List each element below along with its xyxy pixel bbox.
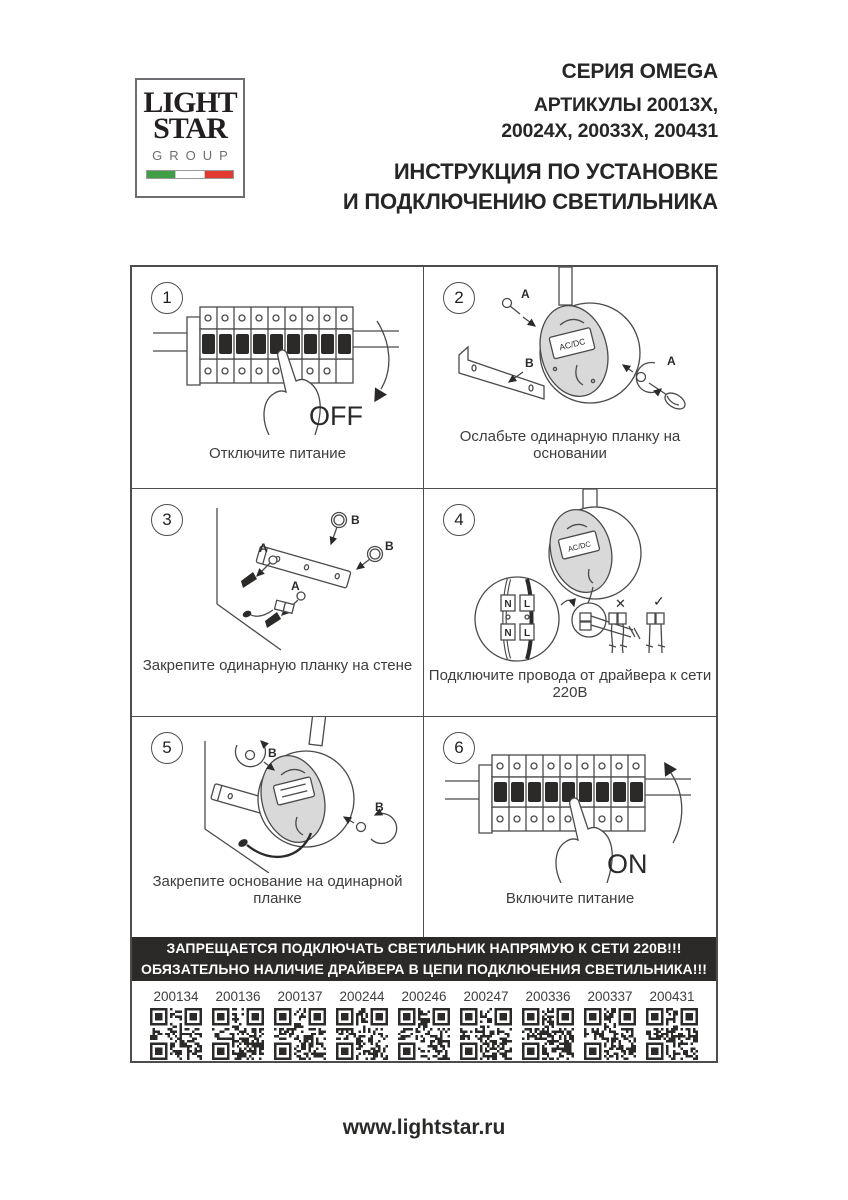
step-6-cell	[424, 717, 716, 937]
qr-article-label: 200137	[277, 989, 323, 1004]
qr-code-row	[132, 981, 716, 1061]
step-1-cell	[132, 267, 424, 489]
website-url: www.lightstar.ru	[342, 1116, 506, 1139]
qr-code-image	[336, 1008, 388, 1060]
document-header	[343, 60, 718, 217]
step-1-number-badge: 1	[151, 282, 183, 314]
qr-article-label: 200244	[339, 989, 385, 1004]
qr-code-image	[522, 1008, 574, 1060]
step-4-number-badge: 4	[443, 504, 475, 536]
qr-article-label: 200336	[525, 989, 571, 1004]
qr-article-label: 200134	[153, 989, 199, 1004]
series-title: СЕРИЯ OMEGA	[561, 60, 718, 83]
step-6-caption: Включите питание	[505, 890, 635, 907]
on-label: ON	[607, 848, 648, 879]
lightstar-logo	[135, 78, 245, 198]
step-4-caption: Подключите провода от драйвера к сети 220В	[428, 667, 712, 701]
qr-article-label: 200247	[463, 989, 509, 1004]
step-5-number-badge: 5	[151, 732, 183, 764]
qr-item	[396, 989, 452, 1065]
terminal-n-label-bottom: N	[504, 628, 512, 639]
qr-item	[644, 989, 700, 1065]
qr-item	[458, 989, 514, 1065]
qr-item	[520, 989, 576, 1065]
driver-label-2: AC/DC	[566, 539, 592, 554]
logo-word-group: GROUP	[152, 147, 235, 163]
warning-line-1: ЗАПРЕЩАЕТСЯ ПОДКЛЮЧАТЬ СВЕТИЛЬНИК НАПРЯМУЮ К СЕТИ 220В!!!	[166, 940, 682, 956]
qr-article-label: 200337	[587, 989, 633, 1004]
step-3-cell	[132, 489, 424, 717]
screwdriver-a-label: A	[667, 353, 676, 368]
breaker-off-drawing	[151, 277, 405, 435]
terminal-l-label-top: L	[523, 599, 531, 610]
flag-white-segment	[175, 171, 205, 178]
fix-base-drawing	[151, 717, 405, 873]
off-label: OFF	[308, 401, 363, 431]
anchor-a-label-2: A	[290, 579, 300, 593]
step-2-cell	[424, 267, 716, 489]
wrong-mark: ✕	[615, 596, 626, 611]
articles-list	[343, 93, 718, 144]
qr-article-label: 200431	[649, 989, 695, 1004]
step-2-number-badge: 2	[443, 282, 475, 314]
step-3-caption: Закрепите одинарную планку на стене	[142, 657, 413, 674]
screw-b-label-3: B	[267, 746, 277, 760]
step-5-caption: Закрепите основание на одинарной планке	[152, 873, 403, 907]
flag-green-segment	[147, 171, 175, 178]
logo-word-star: STAR	[153, 112, 227, 146]
qr-code-image	[150, 1008, 202, 1060]
step-4-cell	[424, 489, 716, 717]
step-5-cell	[132, 717, 424, 937]
instruction-title	[343, 157, 718, 217]
screw-a-label: A	[521, 286, 530, 301]
terminal-n-label-top: N	[504, 599, 512, 610]
screw-b-label-4: B	[374, 800, 384, 814]
driver-label: AC/DC	[558, 335, 587, 352]
screw-b-label-1: B	[350, 513, 360, 527]
qr-code-image	[398, 1008, 450, 1060]
step-1-caption: Отключите питание	[209, 445, 346, 462]
step-2-caption: Ослабьте одинарную планку на основании	[459, 428, 681, 462]
qr-item	[210, 989, 266, 1065]
logo-word-light: LIGHT	[143, 86, 237, 119]
qr-item	[148, 989, 204, 1065]
qr-article-label: 200136	[215, 989, 261, 1004]
qr-code-image	[212, 1008, 264, 1060]
italian-flag-stripe	[146, 170, 234, 179]
warning-banner	[132, 937, 716, 981]
breaker-on-drawing	[443, 725, 697, 883]
connect-wires-drawing	[443, 489, 697, 667]
mount-bracket-drawing	[151, 492, 405, 654]
ok-mark: ✓	[653, 593, 665, 609]
terminal-l-label-bottom: L	[523, 628, 531, 639]
flag-red-segment	[205, 171, 233, 178]
qr-code-image	[584, 1008, 636, 1060]
step-3-number-badge: 3	[151, 504, 183, 536]
qr-item	[272, 989, 328, 1065]
instruction-grid	[130, 265, 718, 1063]
instruction-title-line-2: И ПОДКЛЮЧЕНИЮ СВЕТИЛЬНИКА	[342, 189, 718, 215]
instruction-title-line-1: ИНСТРУКЦИЯ ПО УСТАНОВКЕ	[393, 159, 718, 185]
qr-code-image	[274, 1008, 326, 1060]
articles-line-2: 20024X, 20033X, 200431	[501, 119, 718, 142]
qr-article-label: 200246	[401, 989, 447, 1004]
qr-code-image	[460, 1008, 512, 1060]
step-6-number-badge: 6	[443, 732, 475, 764]
anchor-a-label-1: A	[258, 541, 268, 555]
qr-code-image	[646, 1008, 698, 1060]
warning-line-2: ОБЯЗАТЕЛЬНО НАЛИЧИЕ ДРАЙВЕРА В ЦЕПИ ПОДКЛЮЧЕНИЯ СВЕТИЛЬНИКА!!!	[140, 961, 708, 977]
screw-b-label-2: B	[384, 539, 394, 553]
bracket-b-label: B	[525, 355, 534, 370]
qr-item	[334, 989, 390, 1065]
qr-item	[582, 989, 638, 1065]
loosen-bracket-drawing	[443, 267, 697, 428]
articles-line-1: АРТИКУЛЫ 20013X,	[533, 94, 718, 116]
